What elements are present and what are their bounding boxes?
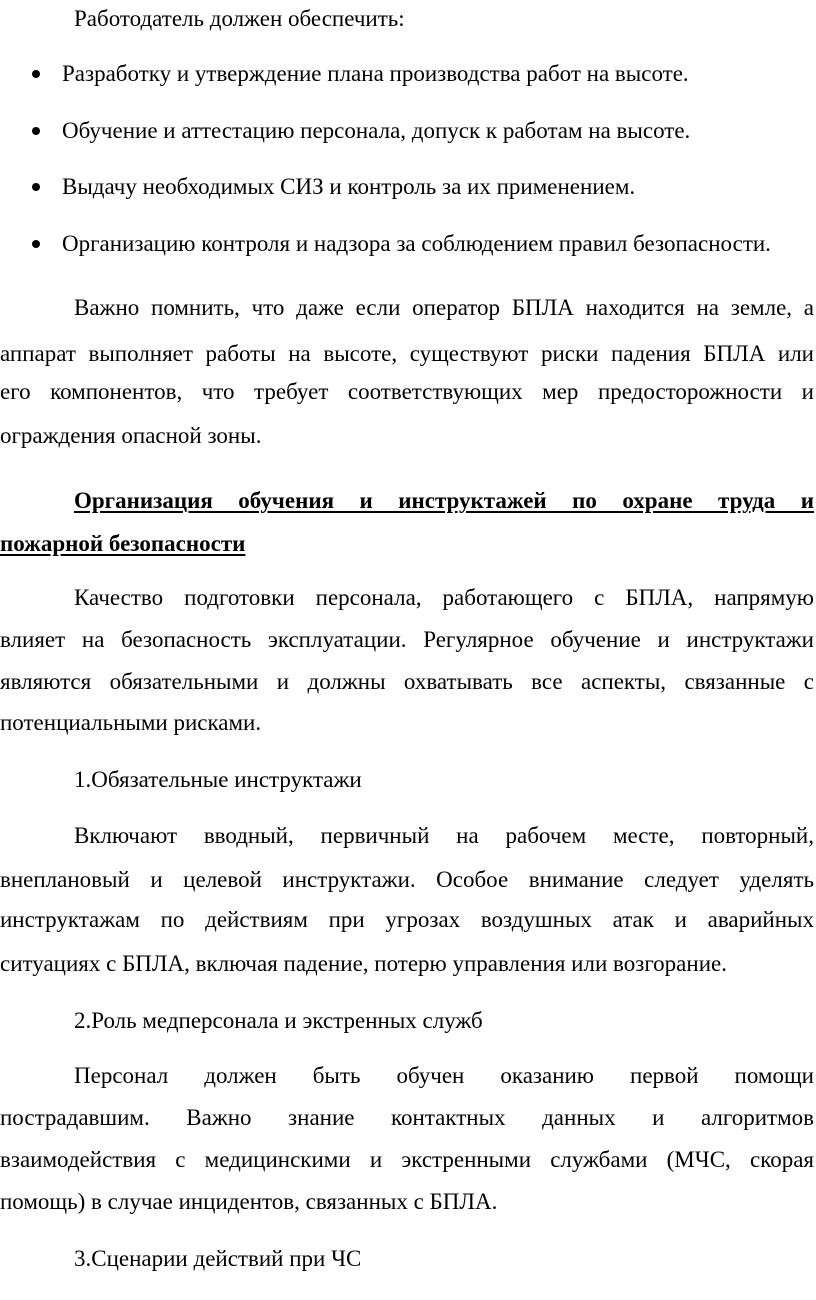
bullet-dot — [32, 127, 40, 135]
paragraph-line: Персонал должен быть обучен оказанию первой помощи — [74, 1063, 814, 1088]
paragraph-line: помощь) в случае инцидентов, связанных с БПЛА. — [0, 1189, 498, 1214]
paragraph-line: Важно помнить, что даже если оператор БПЛА находится на земле, а — [74, 295, 814, 320]
paragraph-line: Качество подготовки персонала, работающего с БПЛА, напрямую — [74, 585, 814, 610]
paragraph-line: внеплановый и целевой инструктажи. Особое внимание следует уделять — [0, 867, 814, 892]
section-heading: Организация обучения и инструктажей по охране труда и — [74, 488, 814, 513]
paragraph-line: Включают вводный, первичный на рабочем месте, повторный, — [74, 823, 814, 848]
bullet-item: Обучение и аттестацию персонала, допуск к работам на высоте. — [62, 118, 691, 143]
paragraph-line: взаимодействия с медицинскими и экстренными службами (МЧС, скорая — [0, 1147, 814, 1172]
paragraph-line: его компонентов, что требует соответствующих мер предосторожности и — [0, 379, 814, 404]
bullet-item: Организацию контроля и надзора за соблюдением правил безопасности. — [62, 231, 771, 256]
subheading: 2.Роль медперсонала и экстренных служб — [74, 1008, 483, 1033]
paragraph-line: влияет на безопасность эксплуатации. Регулярное обучение и инструктажи — [0, 627, 814, 652]
paragraph-line: являются обязательными и должны охватывать все аспекты, связанные с — [0, 669, 814, 694]
subheading: 3.Сценарии действий при ЧС — [74, 1246, 362, 1271]
paragraph-line: ограждения опасной зоны. — [0, 423, 262, 448]
paragraph-line: потенциальными рисками. — [0, 710, 262, 735]
bullet-dot — [32, 183, 40, 191]
bullet-dot — [32, 240, 40, 248]
intro-text: Работодатель должен обеспечить: — [74, 6, 405, 31]
bullet-item: Выдачу необходимых СИЗ и контроль за их применением. — [62, 174, 636, 199]
bullet-dot — [32, 70, 40, 78]
paragraph-line: ситуациях с БПЛА, включая падение, потерю управления или возгорание. — [0, 951, 727, 976]
paragraph-line: пострадавшим. Важно знание контактных данных и алгоритмов — [0, 1105, 814, 1130]
paragraph-line: инструктажам по действиям при угрозах воздушных атак и аварийных — [0, 907, 814, 932]
subheading: 1.Обязательные инструктажи — [74, 767, 362, 792]
paragraph-line: аппарат выполняет работы на высоте, существуют риски падения БПЛА или — [0, 341, 814, 366]
bullet-item: Разработку и утверждение плана производства работ на высоте. — [62, 61, 689, 86]
section-heading: пожарной безопасности — [0, 531, 246, 556]
